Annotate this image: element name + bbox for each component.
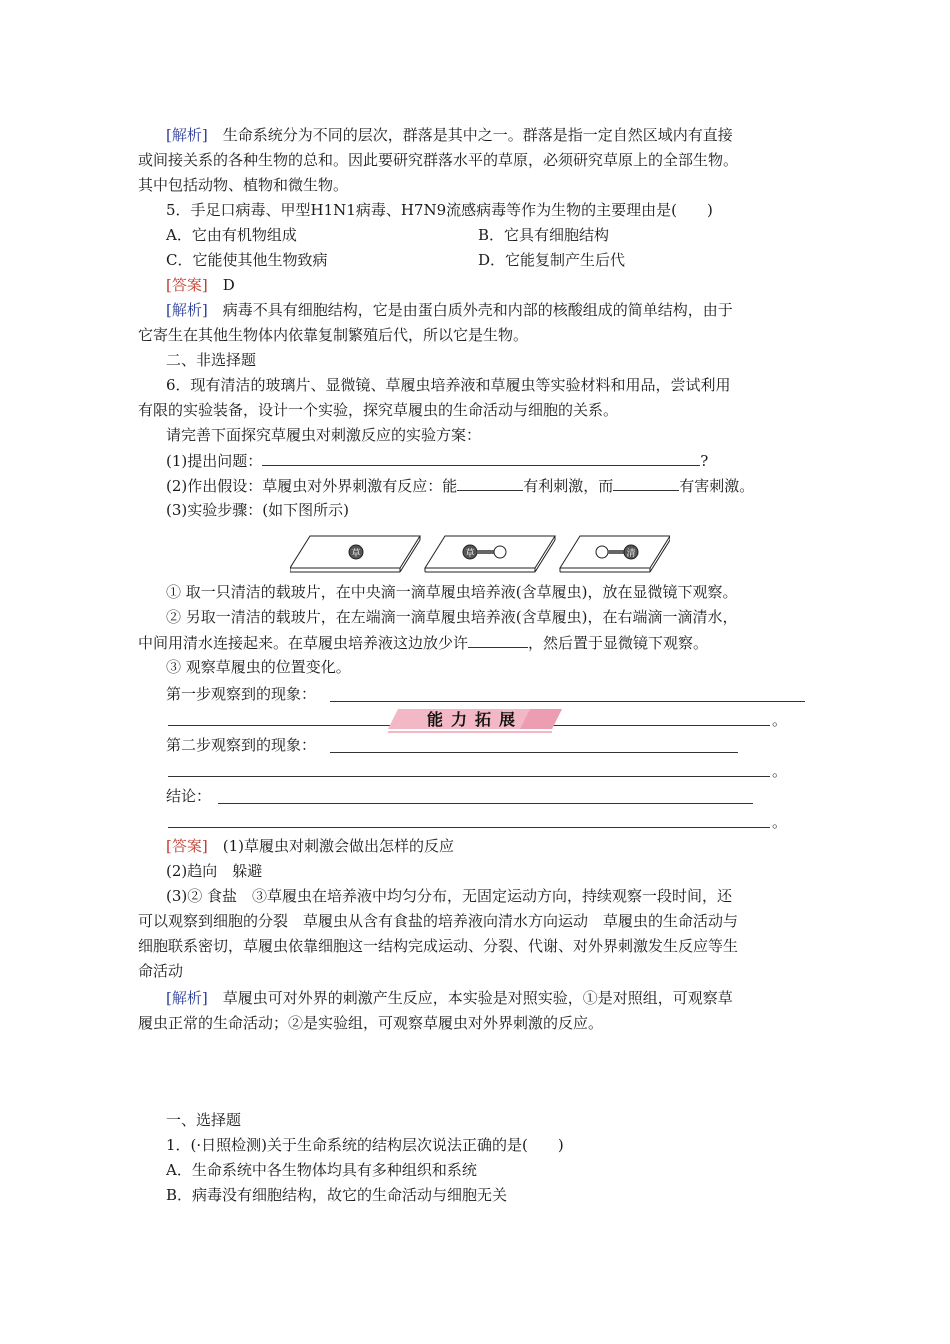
end-mark: 。: [772, 762, 788, 780]
ext-q1-stem: 1．(·日照检测)关于生命系统的结构层次说法正确的是( ): [166, 1136, 564, 1154]
q4-analysis-line-1: [解析] 生命系统分为不同的层次，群落是其中之一。群落是指一定自然区域内有直接: [166, 126, 733, 144]
q6-part-2: (2)作出假设：草履虫对外界刺激有反应：能 有利刺激，而 有害刺激。: [166, 477, 755, 495]
answer-line: [330, 752, 738, 753]
observation-2-label: 第二步观察到的现象：: [166, 736, 317, 754]
q5-option-a: A．它由有机物组成: [166, 226, 297, 244]
q6-step-3: ③ 观察草履虫的位置变化。: [166, 658, 351, 676]
answer-blank: [457, 475, 523, 491]
slide-3: [560, 536, 670, 572]
answer-tag: [答案]: [166, 276, 208, 294]
slide-2: [425, 536, 555, 572]
answer-line: [168, 776, 770, 777]
q6-answer-line-4: 可以观察到细胞的分裂 草履虫从含有食盐的培养液向清水方向运动 草履虫的生命活动与: [138, 912, 739, 930]
slide-1: [290, 536, 420, 572]
q5-option-d: D．它能复制产生后代: [478, 251, 626, 269]
q5-stem: 5．手足口病毒、甲型H1N1病毒、H7N9流感病毒等作为生物的主要理由是( ): [166, 201, 713, 219]
answer-line: [218, 803, 753, 804]
q6-stem-line-1: 6．现有清洁的玻璃片、显微镜、草履虫培养液和草履虫等实验材料和用品，尝试利用: [166, 376, 731, 394]
q6-analysis-line-1: [解析] 草履虫可对外界的刺激产生反应，本实验是对照实验，①是对照组，可观察草: [166, 989, 733, 1007]
q6-answer-line-5: 细胞联系密切，草履虫依靠细胞这一结构完成运动、分裂、代谢、对外界刺激发生反应等生: [138, 937, 739, 955]
q4-analysis-line-3: 其中包括动物、植物和微生物。: [138, 176, 349, 194]
q6-part-3: (3)实验步骤：(如下图所示): [166, 501, 349, 519]
slide-3-label: 清: [626, 549, 636, 559]
answer-blank: [613, 475, 679, 491]
q6-analysis-line-2: 履虫正常的生命活动；②是实验组，可观察草履虫对外界刺激的反应。: [138, 1014, 604, 1032]
ext-q1-option-a: A．生命系统中各生物体均具有多种组织和系统: [166, 1161, 477, 1179]
answer-blank: [468, 632, 528, 648]
analysis-tag: [解析]: [166, 126, 208, 144]
end-mark: 。: [772, 711, 788, 729]
q6-answer-line-2: (2)趋向 躲避: [166, 862, 263, 880]
observation-1-label: 第一步观察到的现象：: [166, 685, 317, 703]
q6-part-1: (1)提出问题： ?: [166, 452, 709, 470]
q6-answer-line-1: [答案] (1)草履虫对刺激会做出怎样的反应: [166, 837, 454, 855]
answer-line: [168, 827, 770, 828]
ext-q1-option-b: B．病毒没有细胞结构，故它的生命活动与细胞无关: [166, 1186, 508, 1204]
q5-option-b: B．它具有细胞结构: [478, 226, 610, 244]
banner-title: 能力拓展: [426, 710, 523, 729]
conclusion-label: 结论：: [166, 787, 212, 805]
slide-1-label: 草: [351, 549, 361, 559]
q6-answer-line-6: 命活动: [138, 962, 184, 980]
slides-figure: [290, 534, 670, 574]
q6-step-2-line-2: 中间用清水连接起来。在草履虫培养液这边放少许 ，然后置于显微镜下观察。: [138, 634, 709, 652]
slide-2-label: 草: [465, 549, 475, 559]
answer-blank: [262, 450, 700, 466]
q6-step-2-line-1: ② 另取一清洁的载玻片，在左端滴一滴草履虫培养液(含草履虫)，在右端滴一滴清水，: [166, 608, 738, 626]
end-mark: 。: [772, 813, 788, 831]
answer-line: [330, 701, 805, 702]
q6-answer-line-3: (3)② 食盐 ③草履虫在培养液中均匀分布，无固定运动方向，持续观察一段时间，还: [166, 887, 733, 905]
q5-analysis-line-1: [解析] 病毒不具有细胞结构，它是由蛋白质外壳和内部的核酸组成的简单结构，由于: [166, 301, 733, 319]
analysis-tag: [解析]: [166, 301, 208, 319]
section-banner: [380, 703, 570, 733]
section-title: 二、非选择题: [166, 351, 257, 369]
q4-analysis-line-2: 或间接关系的各种生物的总和。因此要研究群落水平的草原，必须研究草原上的全部生物。: [138, 151, 739, 169]
q5-option-c: C．它能使其他生物致病: [166, 251, 328, 269]
q6-stem-line-2: 有限的实验装备，设计一个实验，探究草履虫的生命活动与细胞的关系。: [138, 401, 619, 419]
q6-intro: 请完善下面探究草履虫对刺激反应的实验方案：: [166, 426, 482, 444]
q5-answer: [答案] D: [166, 276, 235, 294]
q5-analysis-line-2: 它寄生在其他生物体内依靠复制繁殖后代，所以它是生物。: [138, 326, 529, 344]
q6-step-1: ① 取一只清洁的载玻片，在中央滴一滴草履虫培养液(含草履虫)，放在显微镜下观察。: [166, 583, 738, 601]
ext-section-title: 一、选择题: [166, 1111, 242, 1129]
answer-tag: [答案]: [166, 837, 208, 855]
analysis-tag: [解析]: [166, 989, 208, 1007]
